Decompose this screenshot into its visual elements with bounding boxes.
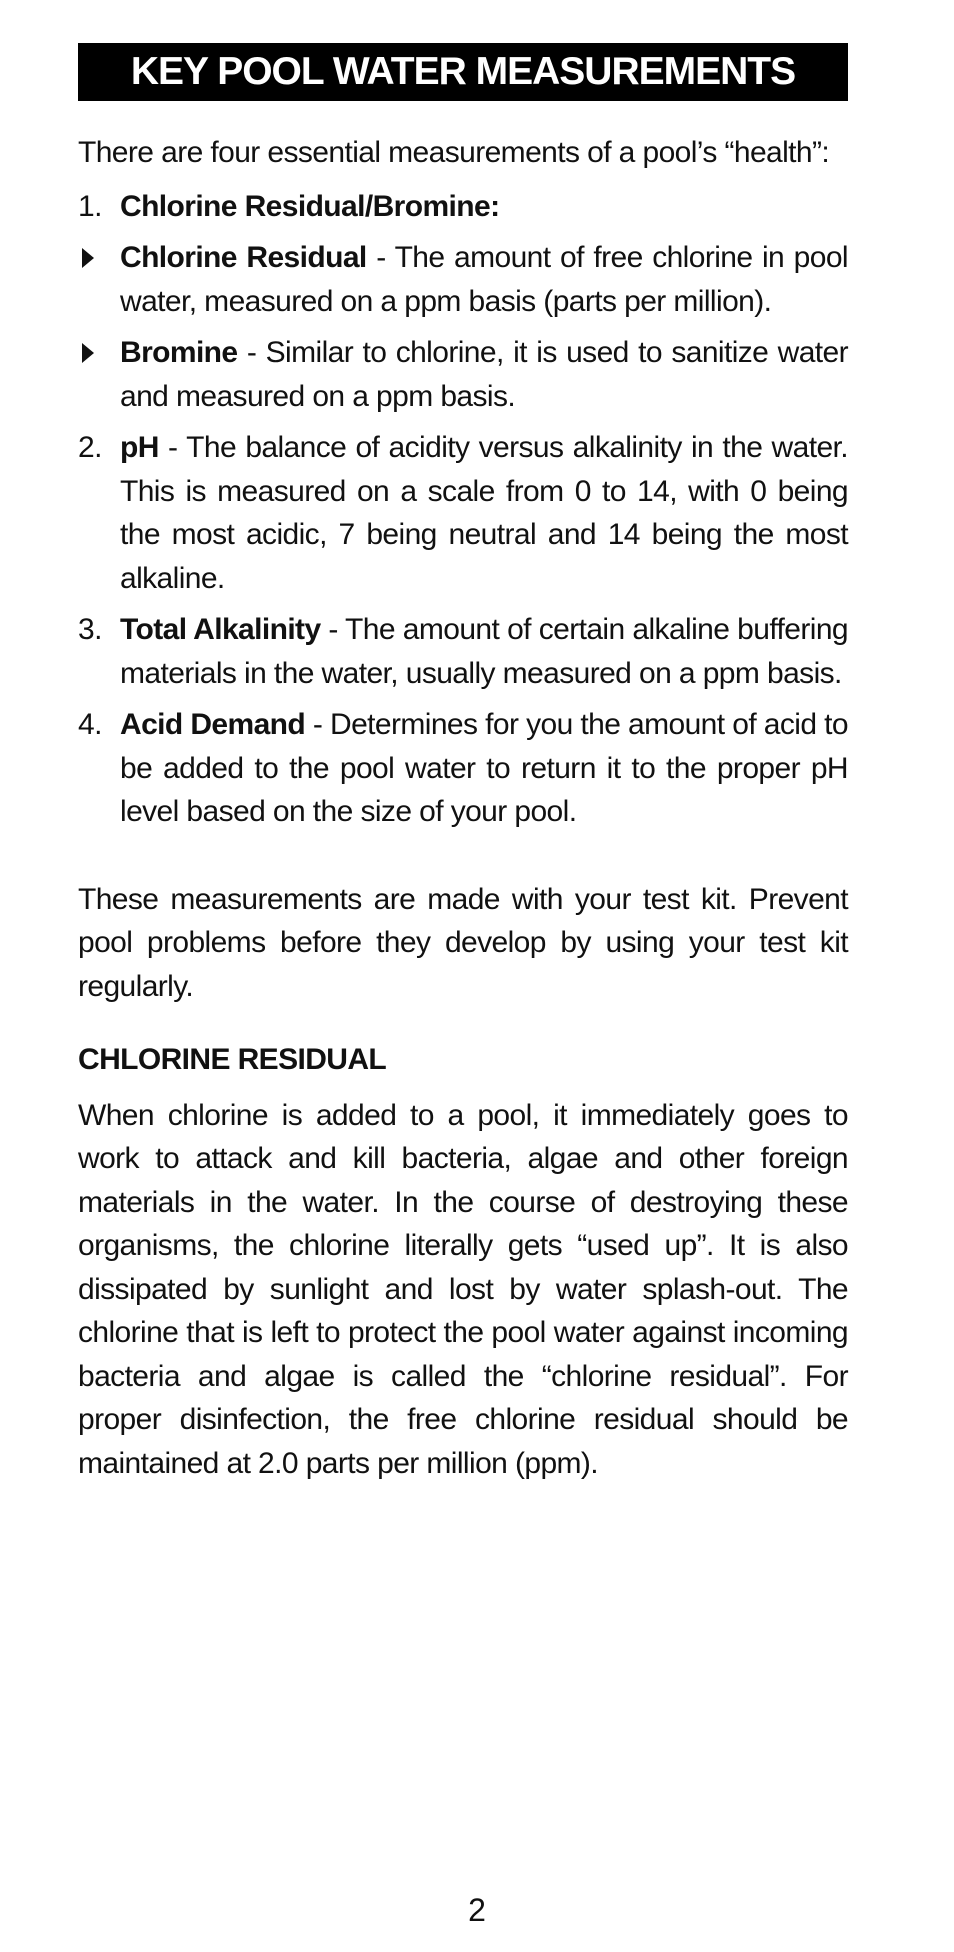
list-number: 3. [78, 613, 102, 646]
list-item-term: pH [120, 431, 159, 464]
list-item-total-alkalinity [78, 608, 848, 695]
arrow-bullet-icon [82, 343, 94, 363]
section-body: When chlorine is added to a pool, it immediately goes to work to attack and kill bacteria, algae and other foreign materials in the water. In the course of destroying these organisms, the chlorine literally gets “used up”. It is also dissipated by sunlight and lost by water splash-out. The chlorine that is left to protect the pool water against incoming bacteria and algae is called the “chlorine residual”. For proper disinfection, the free chlorine residual should be maintained at 2.0 parts per million (ppm). [78, 1098, 848, 1480]
list-item-term: Chlorine Residual [120, 241, 367, 274]
list-item-chlorine-bromine [78, 185, 848, 229]
list-item-term: Bromine [120, 336, 238, 369]
list-item-text: - Similar to chlorine, it is used to sanitize water and measured on a ppm basis. [120, 336, 848, 413]
list-item-text: - Determines for you the amount of acid to be added to the pool water to return it to the proper pH level based on the size of your pool. [120, 708, 849, 828]
list-item-text: - The amount of certain alkaline buffering materials in the water, usually measured on a ppm basis. [120, 613, 848, 690]
list-number: 4. [78, 708, 102, 741]
list-number: 2. [78, 431, 102, 464]
page-number: 2 [468, 1892, 486, 1928]
measurement-list [78, 185, 848, 834]
intro-paragraph: There are four essential measurements of a pool’s “health”: [78, 136, 830, 169]
page-content [78, 43, 848, 1485]
list-item-bromine [78, 331, 848, 418]
list-item-term: Total Alkalinity [120, 613, 321, 646]
section-heading: CHLORINE RESIDUAL [78, 1043, 387, 1076]
list-item-term: Acid Demand [120, 708, 306, 741]
list-item-acid-demand [78, 703, 848, 834]
page-title: KEY POOL WATER MEASUREMENTS [78, 43, 848, 101]
list-item-text: - The balance of acidity versus alkalinity in the water. This is measured on a scale from 0 to 14, with 0 being the most acidic, 7 being neutral and 14 being the most alkaline. [120, 431, 848, 595]
list-item-chlorine-residual [78, 236, 848, 323]
closing-paragraph: These measurements are made with your test kit. Prevent pool problems before they develop by using your test kit regularly. [78, 882, 848, 1003]
arrow-bullet-icon [82, 248, 94, 268]
list-item-text: - The amount of free chlorine in pool water, measured on a ppm basis (parts per million). [120, 241, 848, 318]
list-item-ph [78, 426, 848, 600]
list-item-term: Chlorine Residual/Bromine: [120, 189, 500, 223]
list-number: 1. [78, 189, 102, 223]
